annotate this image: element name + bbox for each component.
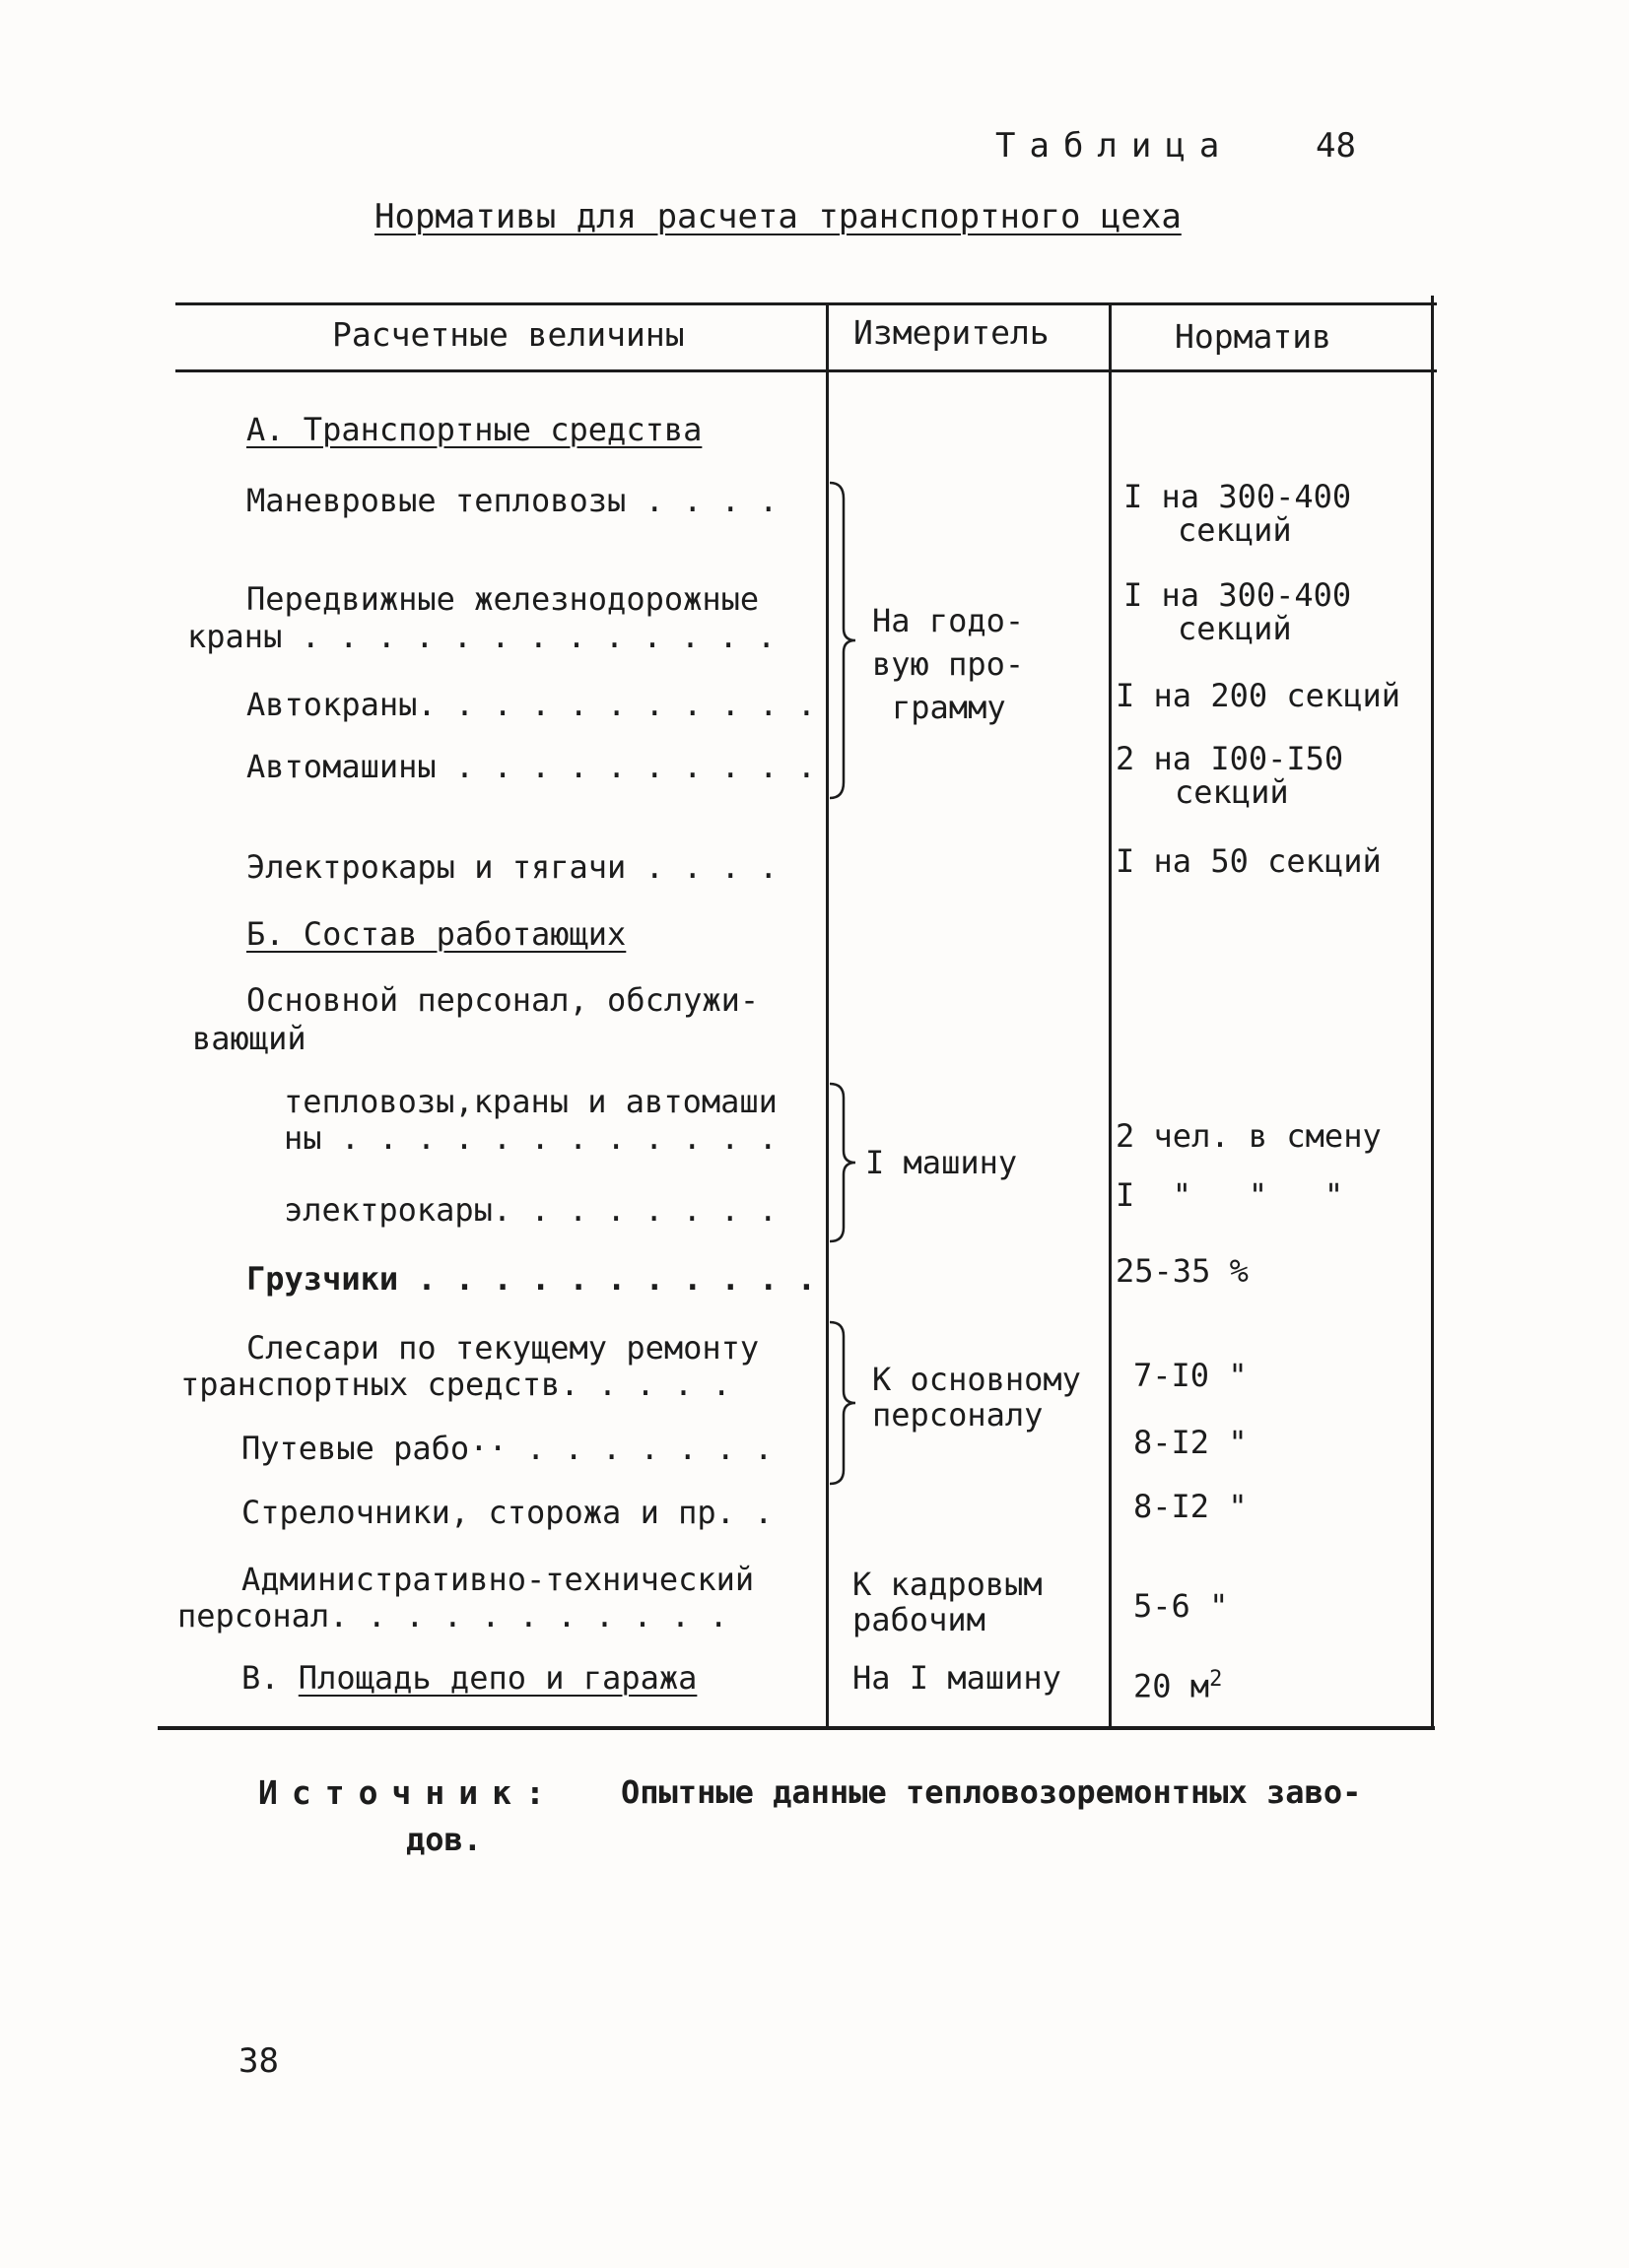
row-norm: I на 200 секций	[1116, 677, 1400, 714]
row-norm: 5-6 "	[1133, 1587, 1229, 1625]
row-label: тепловозы,краны и автомаши	[284, 1083, 778, 1120]
row-label: Электрокары и тягачи . . . .	[246, 848, 779, 886]
row-label: Основной персонал, обслужи-	[246, 981, 760, 1019]
row-norm: секций	[1175, 773, 1289, 811]
table-number: 48	[1316, 126, 1356, 166]
row-norm: I на 300-400	[1123, 478, 1352, 515]
brace-icon	[828, 1082, 857, 1244]
section-heading: Б. Состав работающих	[246, 915, 627, 953]
section-heading: А. Транспортные средства	[246, 411, 703, 448]
row-label: Стрелочники, сторожа и пр. .	[241, 1494, 774, 1531]
measure-text: вую про-	[872, 645, 1025, 683]
row-norm	[1133, 1662, 1222, 1704]
measure-text: I машину	[865, 1144, 1018, 1181]
row-norm: секций	[1178, 610, 1292, 647]
row-label: вающий	[192, 1020, 306, 1057]
row-norm: I на 50 секций	[1116, 842, 1382, 880]
row-label: электрокары. . . . . . . .	[284, 1191, 778, 1229]
norm-value: 20 м	[1133, 1667, 1210, 1705]
source-label: Источник:	[258, 1773, 559, 1812]
source-text: Опытные данные тепловозоремонтных заво-	[621, 1773, 1362, 1811]
row-label: Грузчики . . . . . . . . . . .	[246, 1260, 816, 1298]
measure-text: персоналу	[872, 1396, 1044, 1434]
measure-text: рабочим	[852, 1601, 985, 1638]
row-norm: I " " "	[1116, 1176, 1344, 1214]
row-norm: 2 чел. в смену	[1116, 1117, 1382, 1155]
row-norm: секций	[1178, 511, 1292, 549]
measure-text: грамму	[892, 689, 1006, 726]
norm-superscript: 2	[1209, 1667, 1223, 1692]
row-label: персонал. . . . . . . . . . .	[177, 1597, 728, 1634]
row-label: транспортных средств. . . . .	[180, 1366, 731, 1403]
column-header-values: Расчетные величины	[332, 315, 685, 354]
row-label: Административно-технический	[241, 1561, 755, 1598]
row-label: Путевые рабо·· . . . . . . .	[241, 1430, 774, 1467]
brace-icon	[828, 481, 857, 801]
brace-icon	[828, 1320, 857, 1488]
measure-text: К основному	[872, 1361, 1081, 1398]
row-label: Маневровые тепловозы . . . .	[246, 482, 779, 519]
measure-text: На годо-	[872, 602, 1025, 639]
row-label: Автомашины . . . . . . . . . .	[246, 748, 816, 785]
row-norm: I на 300-400	[1123, 576, 1352, 614]
row-label: краны . . . . . . . . . . . . .	[187, 618, 777, 655]
row-norm: 25-35 %	[1116, 1252, 1249, 1290]
source-text: дов.	[406, 1821, 483, 1858]
table-label: Таблица	[995, 126, 1234, 166]
row-norm: 8-I2 "	[1133, 1424, 1248, 1461]
row-norm: 7-I0 "	[1133, 1357, 1248, 1394]
column-header-norm: Норматив	[1175, 317, 1331, 356]
section-label: Площадь депо и гаража	[298, 1659, 698, 1697]
measure-text: К кадровым	[852, 1566, 1043, 1603]
measure-text: На I машину	[852, 1659, 1061, 1697]
row-label: ны . . . . . . . . . . . .	[284, 1119, 778, 1157]
page-title: Нормативы для расчета транспортного цеха	[374, 197, 1182, 236]
row-norm: 2 на I00-I50	[1116, 740, 1344, 777]
column-header-measure: Измеритель	[853, 313, 1050, 352]
page-number: 38	[238, 2041, 279, 2081]
section-prefix: В.	[241, 1659, 280, 1697]
row-label: Автокраны. . . . . . . . . . .	[246, 686, 816, 723]
row-label: Слесари по текущему ремонту	[246, 1329, 760, 1367]
row-norm: 8-I2 "	[1133, 1488, 1248, 1525]
section-heading	[241, 1660, 697, 1696]
row-label: Передвижные железнодорожные	[246, 580, 760, 618]
